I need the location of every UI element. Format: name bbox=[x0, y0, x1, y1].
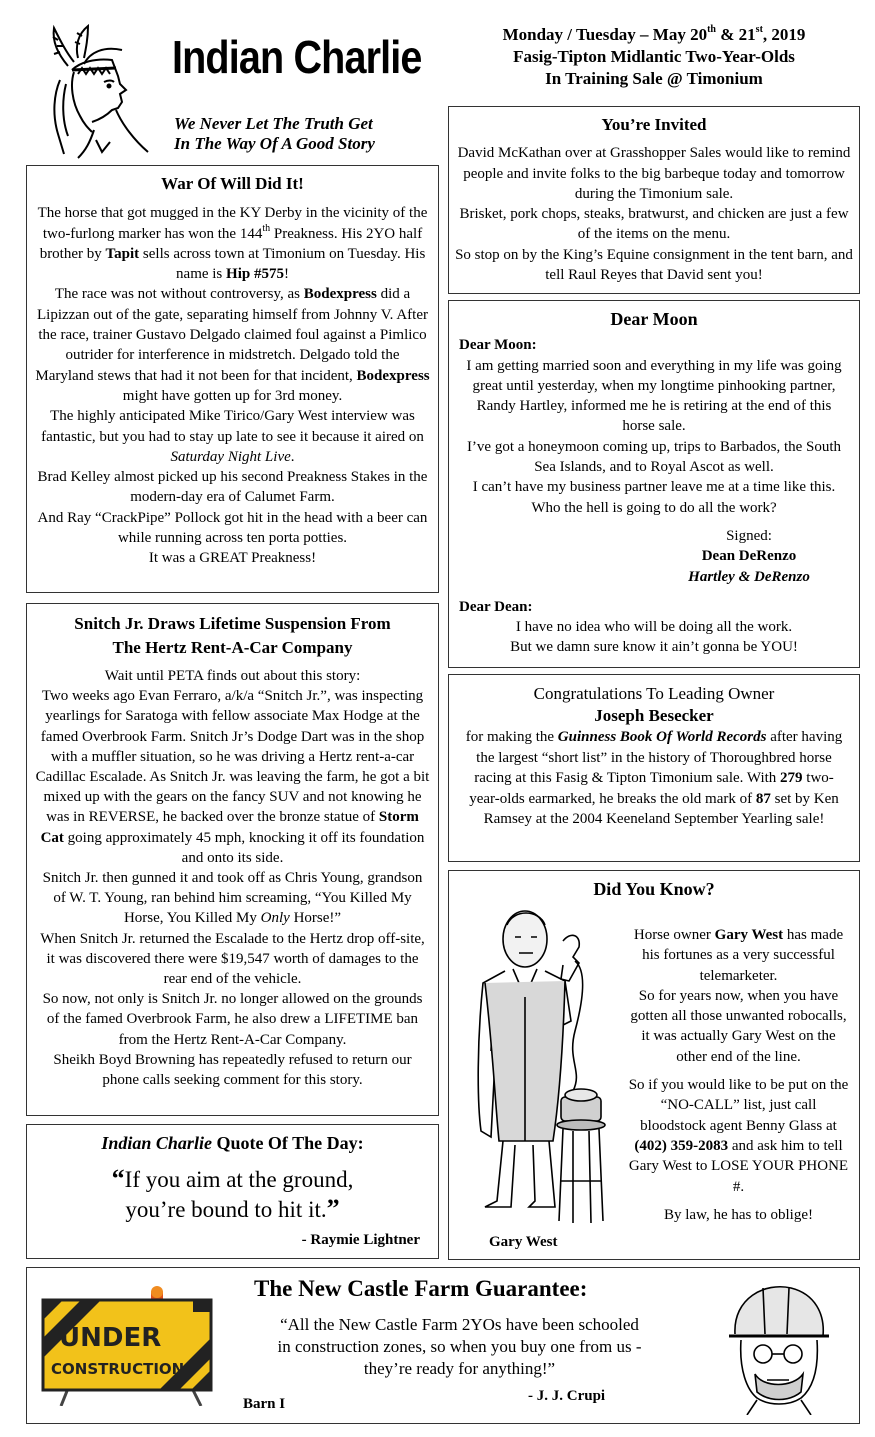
ad-title: The New Castle Farm Guarantee: bbox=[254, 1276, 588, 1301]
article-title: Dear Moon bbox=[610, 309, 698, 329]
article-title: Did You Know? bbox=[593, 879, 715, 899]
letter-paragraph: I am getting married soon and everything in my life was going great until yesterday, when my longtime pinhooking partner, Randy Hartley, informed me he is retiring at the end of this horse sale. bbox=[466, 357, 842, 435]
quote-text: “If you aim at the ground, you’re bound to hit it.” bbox=[111, 1164, 354, 1223]
article-paragraph: The race was not without controversy, as Bodexpress did a Lipizzan out of the gate, separating himself from Johnny V. After the race, trainer Gustavo Delgado claimed foul against a Pimlico outrider for interference in midstretch. Delgado told the Maryland stews that had it not been for that incident, Bodexpress might have gotten up for 3rd money. bbox=[35, 286, 430, 404]
masthead-title: Indian Charlie bbox=[172, 31, 422, 83]
ad-quote: “All the New Castle Farm 2YOs have been schooled in construction zones, so when you buy one from us - they’re ready for anything!” bbox=[277, 1315, 642, 1378]
quote-of-the-day bbox=[26, 1124, 439, 1259]
dear-moon-article bbox=[448, 300, 860, 668]
article-paragraph: When Snitch Jr. returned the Escalade to the Hertz drop off-site, it was discovered there were $19,547 worth of damages to the rear end of the vehicle. bbox=[40, 930, 425, 988]
sign-text-construction: CONSTRUCTION bbox=[51, 1360, 185, 1378]
letter-paragraph: I’ve got a honeymoon coming up, trips to Barbados, the South Sea Islands, and to Royal Ascot as well. bbox=[466, 438, 842, 476]
sign-text-under: UNDER bbox=[59, 1323, 162, 1353]
illustration-caption: Gary West bbox=[489, 1234, 558, 1250]
dateline bbox=[448, 24, 860, 90]
article-paragraph: Wait until PETA finds out about this story: bbox=[104, 668, 361, 684]
ad-quote-author: - J. J. Crupi bbox=[528, 1388, 606, 1404]
article-paragraph: So stop on by the King’s Equine consignment in the tent barn, and tell Raul Reyes that David sent you! bbox=[455, 246, 853, 284]
dateline-location: In Training Sale @ Timonium bbox=[545, 69, 763, 88]
article-title: You’re Invited bbox=[601, 115, 707, 134]
article-paragraph: Brad Kelley almost picked up his second Preakness Stakes in the modern-day era of Calumet Farm. bbox=[37, 469, 428, 506]
article-paragraph: And Ray “CrackPipe” Pollock got hit in the head with a beer can while running across ten porta potties. bbox=[37, 509, 428, 547]
article-paragraph: David McKathan over at Grasshopper Sales would like to remind people and invite folks to the big barbeque today and tomorrow during the Timonium sale. bbox=[457, 145, 851, 202]
dateline-date: Monday / Tuesday – May 20th & 21st, 2019 bbox=[502, 24, 806, 44]
letter-paragraph: I can’t have my business partner leave me at a time like this. Who the hell is going to do all the work? bbox=[472, 479, 836, 516]
article-title: Snitch Jr. Draws Lifetime Suspension From The Hertz Rent-A-Car Company bbox=[74, 614, 391, 657]
youre-invited-article bbox=[448, 106, 860, 294]
article-title: War Of Will Did It! bbox=[161, 174, 304, 193]
gary-west-telephone-illustration-icon bbox=[463, 901, 623, 1231]
congrats-text: for making the Guinness Book Of World Records after having the largest “short list” in the history of Thoroughbred horse racing at this Fasig & Tipton Timonium sale. With 279 two-year-olds earmarked, he breaks the old mark of 87 set by Ken Ramsey at the 2004 Keeneland September Yearling sale! bbox=[465, 729, 843, 827]
did-you-know-paragraph: Horse owner Gary West has made his fortunes as a very successful telemarketer. bbox=[633, 927, 844, 984]
masthead-tagline-2: In The Way Of A Good Story bbox=[174, 134, 375, 153]
barn-label: Barn I bbox=[243, 1396, 286, 1412]
reply-salutation: Dear Dean: bbox=[459, 598, 533, 615]
dateline-sale: Fasig-Tipton Midlantic Two-Year-Olds bbox=[513, 47, 795, 66]
letter-salutation: Dear Moon: bbox=[459, 337, 537, 354]
did-you-know-article bbox=[448, 870, 860, 1260]
did-you-know-paragraph: By law, he has to oblige! bbox=[664, 1206, 813, 1223]
article-paragraph: The horse that got mugged in the KY Derby in the vicinity of the two-furlong marker has won the 144th Preakness. His 2YO half brother by Tapit sells across town at Timonium on Tuesday. His name is Hip #575! bbox=[37, 205, 428, 283]
article-paragraph: Brisket, pork chops, steaks, bratwurst, and chicken are just a few of the items on the menu. bbox=[459, 206, 849, 243]
snitch-jr-article bbox=[26, 603, 439, 1116]
indian-charlie-logo-icon bbox=[30, 24, 165, 159]
did-you-know-paragraph: So if you would like to be put on the “NO-CALL” list, just call bloodstock agent Benny Glass at (402) 359-2083 and ask him to tell Gary West to LOSE YOUR PHONE #. bbox=[628, 1077, 849, 1195]
article-paragraph: Sheikh Boyd Browning has repeatedly refused to return our phone calls seeking comment for this story. bbox=[53, 1051, 412, 1089]
jj-crupi-portrait-icon bbox=[717, 1280, 837, 1415]
quote-title: Indian Charlie Quote Of The Day: bbox=[101, 1133, 364, 1153]
congrats-title: Congratulations To Leading Owner bbox=[533, 684, 775, 703]
article-paragraph: Snitch Jr. then gunned it and took off as Chris Young, grandson of W. T. Young, ran behind him screaming, “You Killed My Horse, You Killed My Only Horse!” bbox=[42, 870, 423, 927]
article-paragraph: Two weeks ago Evan Ferraro, a/k/a “Snitch Jr.”, was inspecting yearlings for Saratoga with fellow associate Max Hodge at the famed Overbrook Farm. Snitch Jr’s Dodge Dart was in the shop with a muffler situation, so he was driving a Hertz rent-a-car Cadillac Escalade. As Snitch Jr. was leaving the farm, he got a bit mixed up with the gears on the fancy SUV and not knowing he was in REVERSE, he backed over the bronze statue of Storm Cat going approximately 45 mph, knocking it off its foundation and onto its side. bbox=[35, 688, 430, 866]
war-of-will-article bbox=[26, 165, 439, 593]
did-you-know-paragraph: So for years now, when you have gotten all those unwanted robocalls, it was actually Gary West on the other end of the line. bbox=[630, 987, 847, 1065]
congratulations-article bbox=[448, 674, 860, 862]
did-you-know-text bbox=[626, 925, 851, 1225]
reply-paragraph: I have no idea who will be doing all the work. bbox=[515, 619, 793, 636]
congrats-name: Joseph Besecker bbox=[594, 706, 714, 725]
masthead-tagline-1: We Never Let The Truth Get bbox=[174, 114, 373, 133]
article-paragraph: The highly anticipated Mike Tirico/Gary West interview was fantastic, but you had to stay up late to see it because it aired on Saturday Night Live. bbox=[41, 408, 424, 465]
under-construction-sign-icon bbox=[41, 1286, 221, 1406]
masthead bbox=[30, 24, 435, 164]
reply-paragraph: But we damn sure know it ain’t gonna be YOU! bbox=[510, 639, 798, 656]
article-paragraph: It was a GREAT Preakness! bbox=[148, 550, 317, 567]
new-castle-farm-ad bbox=[26, 1267, 860, 1424]
quote-author: - Raymie Lightner bbox=[301, 1232, 420, 1248]
article-paragraph: So now, not only is Snitch Jr. no longer allowed on the grounds of the famed Overbrook Farm, he also drew a LIFETIME ban from the Hertz Rent-A-Car Company. bbox=[42, 991, 423, 1048]
letter-signature: Signed: Dean DeRenzo Hartley & DeRenzo bbox=[688, 527, 810, 585]
